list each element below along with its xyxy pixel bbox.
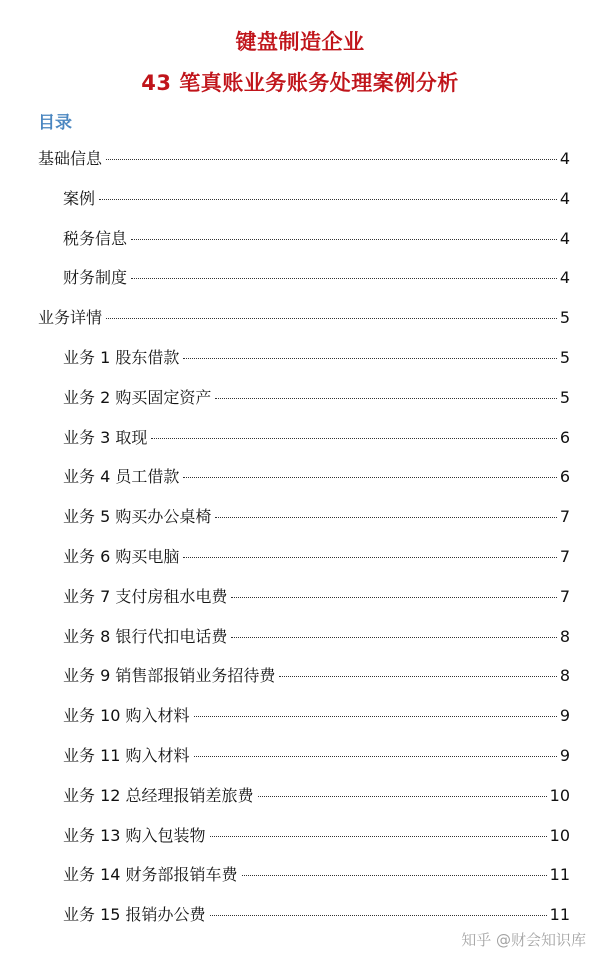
toc-entry[interactable] (63, 705, 570, 727)
toc-entry-page-number: 10 (549, 826, 570, 845)
toc-dot-leader (210, 836, 547, 837)
toc-entry-page-number: 6 (559, 428, 570, 447)
toc-entry-label: 业务 13 购入包装物 (63, 826, 206, 845)
toc-entry-page-number: 8 (559, 666, 570, 685)
toc-dot-leader (194, 756, 557, 757)
toc-entry[interactable] (63, 745, 570, 767)
toc-entry-label: 业务 1 股东借款 (63, 348, 180, 367)
toc-entry-page-number: 5 (559, 388, 570, 407)
document-title: 键盘制造企业 (235, 30, 365, 54)
toc-dot-leader (258, 796, 547, 797)
toc-entry[interactable] (63, 546, 570, 568)
toc-heading: 目录 (38, 113, 72, 133)
toc-entry-label: 业务 15 报销办公费 (63, 905, 206, 924)
toc-dot-leader (194, 716, 557, 717)
watermark: 知乎 @财会知识库 (461, 931, 586, 949)
toc-entry-label: 业务详情 (38, 308, 103, 327)
toc-dot-leader (106, 159, 557, 160)
toc-entry[interactable] (63, 228, 570, 250)
toc-entry-label: 业务 5 购买办公桌椅 (63, 507, 212, 526)
toc-entry-label: 业务 4 员工借款 (63, 467, 180, 486)
toc-dot-leader (131, 278, 557, 279)
toc-dot-leader (106, 318, 557, 319)
toc-dot-leader (231, 637, 556, 638)
toc-entry[interactable] (63, 427, 570, 449)
toc-entry-page-number: 5 (559, 308, 570, 327)
toc-dot-leader (131, 239, 557, 240)
toc-entry-label: 业务 14 财务部报销车费 (63, 865, 238, 884)
toc-entry-label: 案例 (63, 189, 96, 208)
toc-entry-page-number: 5 (559, 348, 570, 367)
toc-entry-page-number: 11 (549, 905, 570, 924)
toc-entry[interactable] (63, 347, 570, 369)
toc-entry-label: 业务 9 销售部报销业务招待费 (63, 666, 276, 685)
toc-entry-page-number: 4 (559, 229, 570, 248)
toc-entry-page-number: 4 (559, 268, 570, 287)
toc-entry[interactable] (38, 148, 570, 170)
toc-entry[interactable] (63, 785, 570, 807)
toc-entry-label: 业务 10 购入材料 (63, 706, 190, 725)
toc-entry[interactable] (38, 307, 570, 329)
toc-entry-label: 业务 12 总经理报销差旅费 (63, 786, 254, 805)
toc-dot-leader (210, 915, 547, 916)
toc-entry-label: 税务信息 (63, 229, 128, 248)
toc-entry-page-number: 7 (559, 587, 570, 606)
toc-entry-label: 财务制度 (63, 268, 128, 287)
toc-entry[interactable] (63, 267, 570, 289)
toc-entry[interactable] (63, 188, 570, 210)
toc-entry[interactable] (63, 825, 570, 847)
toc-entry-page-number: 7 (559, 547, 570, 566)
toc-entry-label: 业务 6 购买电脑 (63, 547, 180, 566)
toc-dot-leader (215, 398, 556, 399)
toc-entry-page-number: 4 (559, 149, 570, 168)
toc-entry-page-number: 7 (559, 507, 570, 526)
toc-dot-leader (231, 597, 556, 598)
toc-entry[interactable] (63, 904, 570, 926)
toc-dot-leader (279, 676, 556, 677)
toc-entry-page-number: 6 (559, 467, 570, 486)
toc-entry[interactable] (63, 466, 570, 488)
toc-dot-leader (183, 477, 556, 478)
document-subtitle: 43 笔真账业务账务处理案例分析 (141, 71, 459, 95)
toc-entry-label: 业务 11 购入材料 (63, 746, 190, 765)
toc-entry-label: 业务 2 购买固定资产 (63, 388, 212, 407)
toc-entry-label: 业务 7 支付房租水电费 (63, 587, 228, 606)
toc-dot-leader (242, 875, 547, 876)
toc-entry-label: 业务 3 取现 (63, 428, 148, 447)
toc-entry-page-number: 9 (559, 746, 570, 765)
toc-entry-label: 基础信息 (38, 149, 103, 168)
toc-entry[interactable] (63, 586, 570, 608)
toc-entry[interactable] (63, 506, 570, 528)
toc-dot-leader (215, 517, 556, 518)
toc-dot-leader (183, 557, 556, 558)
toc-entry[interactable] (63, 665, 570, 687)
toc-entry-label: 业务 8 银行代扣电话费 (63, 627, 228, 646)
toc-entry[interactable] (63, 387, 570, 409)
toc-entry-page-number: 9 (559, 706, 570, 725)
toc-dot-leader (99, 199, 557, 200)
toc-dot-leader (183, 358, 556, 359)
toc-entry[interactable] (63, 626, 570, 648)
toc-entry-page-number: 4 (559, 189, 570, 208)
toc-entry[interactable] (63, 864, 570, 886)
toc-entry-page-number: 11 (549, 865, 570, 884)
toc-entry-page-number: 10 (549, 786, 570, 805)
toc-entry-page-number: 8 (559, 627, 570, 646)
toc-dot-leader (151, 438, 556, 439)
